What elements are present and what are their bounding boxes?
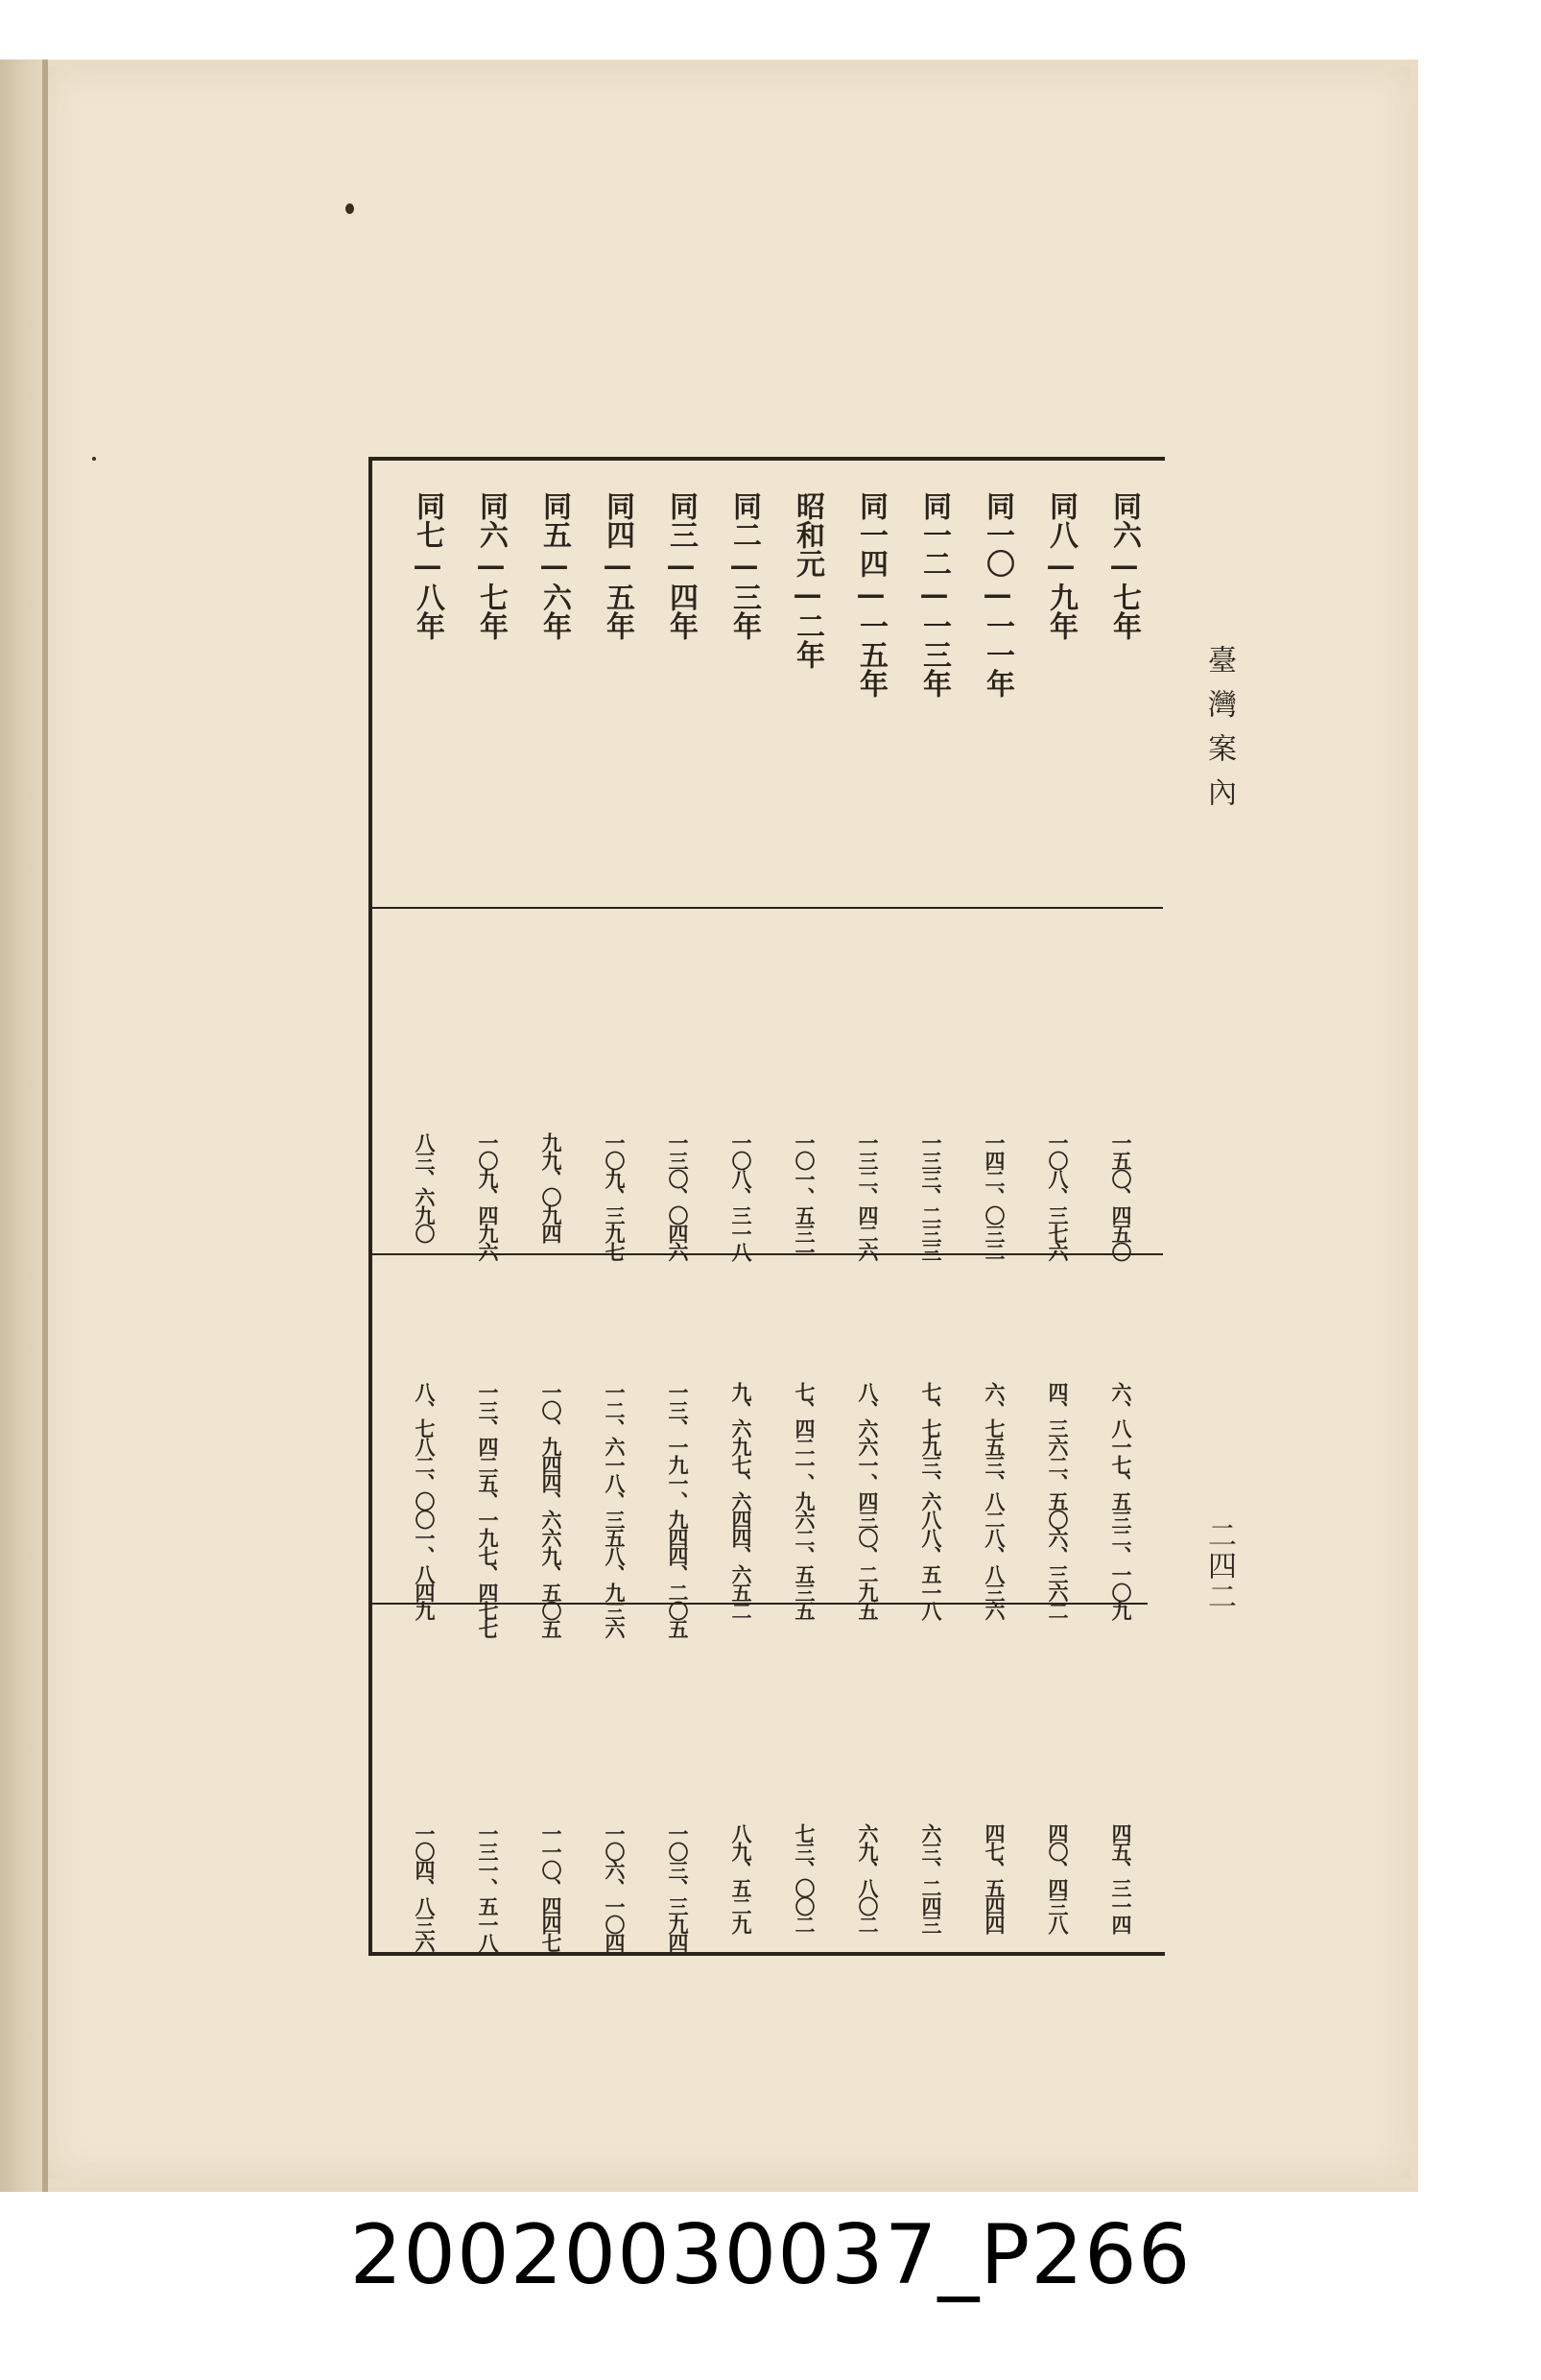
value-cell: 一〇三、三九四: [666, 1823, 690, 1951]
value-cell: 一〇一、五三一: [793, 1132, 817, 1260]
year-cell: 同一〇—一一年: [981, 491, 1014, 698]
value-cell: 八、六六一、四三〇、二九五: [856, 1382, 880, 1619]
value-cell: 一〇、九四四、六六九、五〇五: [539, 1382, 563, 1637]
value-cell: 一〇九、三九七: [603, 1132, 627, 1260]
value-cell: 六、七五三、八二八、八三六: [983, 1382, 1007, 1619]
value-cell: 八、七八二、〇〇一、八四九: [413, 1382, 437, 1619]
table-divider-1: [370, 907, 1163, 909]
value-cell: 六、八一七、五三二、一〇九: [1109, 1382, 1133, 1619]
value-cell: 一三二、四二六: [856, 1132, 880, 1260]
table-left-rule: [368, 457, 372, 1956]
year-cell: 同六—七年: [1107, 491, 1141, 640]
value-cell: 一三〇、〇四六: [666, 1132, 690, 1260]
year-cell: 同八—九年: [1044, 491, 1078, 640]
year-cell: 同六—七年: [474, 491, 508, 640]
year-cell: 同二—三年: [727, 491, 761, 640]
archive-id-caption: 20020030037_P266: [349, 2207, 1192, 2303]
value-cell: 七、四二一、九六二、五三五: [793, 1382, 817, 1619]
table-top-rule: [368, 457, 1165, 461]
year-cell: 同四—五年: [601, 491, 634, 640]
value-cell: 一三三、二三三: [919, 1132, 943, 1260]
year-cell: 同一四—一五年: [854, 491, 888, 698]
value-cell: 九、六九七、六四四、六五二: [729, 1382, 753, 1619]
page-number: 二四二: [1202, 1520, 1236, 1612]
value-cell: 一三、一九一、九四四、二〇五: [666, 1382, 690, 1637]
value-cell: 七、七九三、六八八、五一八: [919, 1382, 943, 1619]
value-cell: 一二、六一八、三五八、九三六: [603, 1382, 627, 1637]
value-cell: 八三、六九〇: [413, 1132, 437, 1242]
running-header-title: 臺灣案內: [1202, 645, 1236, 821]
year-cell: 同七—八年: [411, 491, 444, 640]
value-cell: 一〇八、三一八: [729, 1132, 753, 1260]
year-cell: 同一二—一三年: [917, 491, 951, 698]
value-cell: 一〇四、八三六: [413, 1823, 437, 1951]
value-cell: 六三、二四三: [919, 1823, 943, 1933]
ink-speck: [345, 203, 354, 214]
value-cell: 九九、〇九四: [539, 1132, 563, 1242]
year-cell: 昭和元—二年: [791, 491, 824, 669]
value-cell: 一三一、五一八: [476, 1823, 500, 1951]
value-cell: 一〇八、三七六: [1046, 1132, 1070, 1260]
value-cell: 一一〇、四四七: [539, 1823, 563, 1951]
value-cell: 七三、〇〇二: [793, 1823, 817, 1933]
value-cell: 一三、四二五、一九七、四七七: [476, 1382, 500, 1637]
value-cell: 一四二、〇三二: [983, 1132, 1007, 1260]
value-cell: 四五、三一四: [1109, 1823, 1133, 1933]
year-cell: 同三—四年: [664, 491, 698, 640]
value-cell: 八九、五二九: [729, 1823, 753, 1933]
table-bottom-rule: [368, 1952, 1165, 1956]
value-cell: 一五〇、四五〇: [1109, 1132, 1133, 1260]
facing-page-edge: [0, 60, 42, 2192]
ink-speck: [92, 457, 96, 461]
value-cell: 一〇六、一〇四: [603, 1823, 627, 1951]
value-cell: 四七、五四四: [983, 1823, 1007, 1933]
value-cell: 六九、八〇二: [856, 1823, 880, 1933]
value-cell: 四〇、四三八: [1046, 1823, 1070, 1933]
value-cell: 四、三六二、五〇六、三六二: [1046, 1382, 1070, 1619]
year-cell: 同五—六年: [537, 491, 571, 640]
value-cell: 一〇九、四九六: [476, 1132, 500, 1260]
